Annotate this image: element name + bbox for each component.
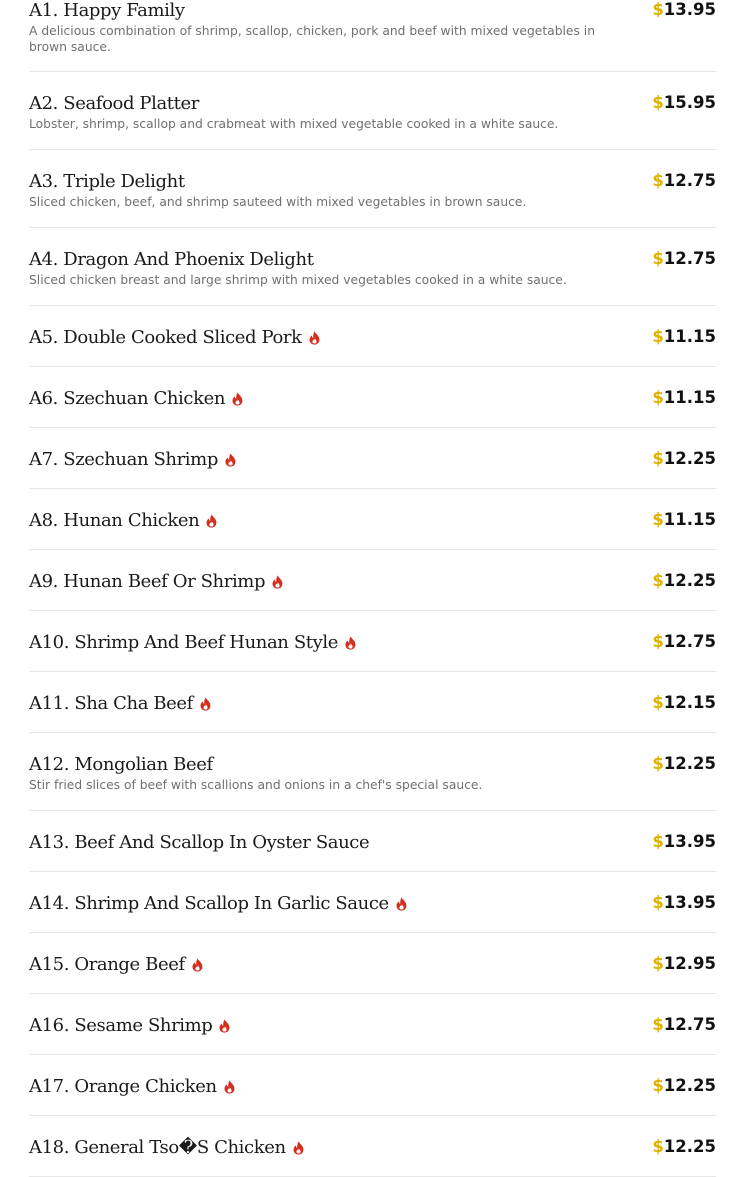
menu-item-name: A6. Szechuan Chicken — [29, 388, 226, 409]
currency-symbol: $ — [652, 1137, 664, 1156]
menu-item-name-row — [29, 892, 716, 916]
menu-item-price — [652, 570, 716, 592]
menu-item-name: A7. Szechuan Shrimp — [29, 449, 218, 470]
menu-item[interactable] — [29, 550, 716, 611]
price-value: 13.95 — [663, 832, 716, 851]
price-value: 12.95 — [663, 954, 716, 973]
menu-item[interactable] — [29, 994, 716, 1055]
flame-icon — [191, 958, 204, 972]
menu-item-name-row — [29, 570, 716, 594]
menu-item[interactable] — [29, 1055, 716, 1116]
price-value: 12.75 — [663, 632, 716, 651]
menu-item-name-row — [29, 0, 716, 23]
menu-item-price — [652, 1075, 716, 1097]
menu-item-description: Sliced chicken breast and large shrimp with mixed vegetables cooked in a white sauce. — [29, 273, 567, 287]
currency-symbol: $ — [652, 510, 664, 529]
currency-symbol: $ — [652, 449, 664, 468]
menu-item-name: A12. Mongolian Beef — [29, 754, 213, 775]
currency-symbol: $ — [652, 249, 664, 268]
menu-item-name-row — [29, 953, 716, 977]
menu-item-name: A15. Orange Beef — [29, 954, 185, 975]
price-value: 12.25 — [663, 1137, 716, 1156]
flame-icon — [395, 897, 408, 911]
menu-item[interactable] — [29, 306, 716, 367]
price-value: 15.95 — [663, 93, 716, 112]
currency-symbol: $ — [652, 632, 664, 651]
menu-item-name: A2. Seafood Platter — [29, 93, 199, 114]
price-value: 11.15 — [663, 510, 716, 529]
menu-item-price — [652, 387, 716, 409]
price-value: 12.75 — [663, 249, 716, 268]
flame-icon — [218, 1019, 231, 1033]
currency-symbol: $ — [652, 388, 664, 407]
price-value: 12.75 — [663, 171, 716, 190]
menu-item-price — [652, 1136, 716, 1158]
price-value: 12.75 — [663, 1015, 716, 1034]
price-value: 12.25 — [663, 1076, 716, 1095]
menu-item-name-row — [29, 631, 716, 655]
price-value: 12.25 — [663, 571, 716, 590]
menu-item-name: A3. Triple Delight — [29, 171, 185, 192]
currency-symbol: $ — [652, 571, 664, 590]
price-value: 12.25 — [663, 449, 716, 468]
menu-item[interactable] — [29, 367, 716, 428]
menu-item[interactable] — [29, 1116, 716, 1177]
menu-item-name-row — [29, 1014, 716, 1038]
flame-icon — [308, 331, 321, 345]
menu-item[interactable] — [29, 672, 716, 733]
menu-item-name: A1. Happy Family — [29, 0, 185, 21]
menu-item[interactable] — [29, 872, 716, 933]
currency-symbol: $ — [652, 0, 664, 19]
menu-item-name-row — [29, 1136, 716, 1160]
flame-icon — [271, 575, 284, 589]
menu-item-name-row — [29, 248, 716, 272]
price-value: 12.25 — [663, 754, 716, 773]
menu-item[interactable] — [29, 428, 716, 489]
price-value: 13.95 — [663, 893, 716, 912]
flame-icon — [199, 697, 212, 711]
menu-item-price — [652, 1014, 716, 1036]
menu-list — [29, 0, 716, 1177]
menu-item[interactable] — [29, 150, 716, 228]
menu-item-name-row — [29, 1075, 716, 1099]
menu-item-name-row — [29, 509, 716, 533]
menu-item-description: Stir fried slices of beef with scallions and onions in a chef's special sauce. — [29, 778, 483, 792]
menu-item-price — [652, 953, 716, 975]
menu-item-name-row — [29, 831, 716, 855]
menu-item-name: A8. Hunan Chicken — [29, 510, 200, 531]
menu-item[interactable] — [29, 611, 716, 672]
menu-item-price — [652, 0, 716, 21]
menu-item-price — [652, 326, 716, 348]
currency-symbol: $ — [652, 1015, 664, 1034]
menu-item-price — [652, 92, 716, 114]
menu-item-name: A16. Sesame Shrimp — [29, 1015, 213, 1036]
menu-item-name: A11. Sha Cha Beef — [29, 693, 193, 714]
menu-item-name-row — [29, 170, 716, 194]
currency-symbol: $ — [652, 693, 664, 712]
menu-item-price — [652, 509, 716, 531]
menu-item-name: A4. Dragon And Phoenix Delight — [29, 249, 314, 270]
menu-item[interactable] — [29, 0, 716, 72]
menu-item-price — [652, 753, 716, 775]
currency-symbol: $ — [652, 171, 664, 190]
menu-item-name-row — [29, 92, 716, 116]
menu-item-name: A10. Shrimp And Beef Hunan Style — [29, 632, 338, 653]
menu-item-price — [652, 170, 716, 192]
flame-icon — [231, 392, 244, 406]
menu-item[interactable] — [29, 72, 716, 150]
menu-item-name-row — [29, 692, 716, 716]
menu-item-name-row — [29, 387, 716, 411]
menu-item-price — [652, 248, 716, 270]
menu-item-name-row — [29, 448, 716, 472]
price-value: 11.15 — [663, 388, 716, 407]
currency-symbol: $ — [652, 954, 664, 973]
menu-item-name: A9. Hunan Beef Or Shrimp — [29, 571, 266, 592]
menu-item-price — [652, 892, 716, 914]
flame-icon — [224, 453, 237, 467]
price-value: 12.15 — [663, 693, 716, 712]
menu-item-price — [652, 448, 716, 470]
flame-icon — [344, 636, 357, 650]
menu-item-name-row — [29, 326, 716, 350]
currency-symbol: $ — [652, 832, 664, 851]
menu-item-name: A18. General Tso�S Chicken — [29, 1137, 286, 1158]
menu-item-name: A5. Double Cooked Sliced Pork — [29, 327, 302, 348]
currency-symbol: $ — [652, 893, 664, 912]
menu-item-name: A14. Shrimp And Scallop In Garlic Sauce — [29, 893, 389, 914]
menu-item[interactable] — [29, 933, 716, 994]
menu-item-description: Lobster, shrimp, scallop and crabmeat with mixed vegetable cooked in a white sauce. — [29, 117, 559, 131]
menu-item-price — [652, 631, 716, 653]
flame-icon — [223, 1080, 236, 1094]
currency-symbol: $ — [652, 754, 664, 773]
currency-symbol: $ — [652, 327, 664, 346]
menu-item-name: A17. Orange Chicken — [29, 1076, 217, 1097]
menu-item-name: A13. Beef And Scallop In Oyster Sauce — [29, 832, 370, 853]
menu-item-description: Sliced chicken, beef, and shrimp sauteed with mixed vegetables in brown sauce. — [29, 195, 527, 209]
menu-item-description: A delicious combination of shrimp, scallop, chicken, pork and beef with mixed vegetables in brown sauce. — [29, 24, 596, 54]
menu-item-price — [652, 831, 716, 853]
flame-icon — [205, 514, 218, 528]
currency-symbol: $ — [652, 1076, 664, 1095]
menu-item[interactable] — [29, 733, 716, 811]
menu-item-price — [652, 692, 716, 714]
price-value: 13.95 — [663, 0, 716, 19]
price-value: 11.15 — [663, 327, 716, 346]
menu-item[interactable] — [29, 228, 716, 306]
menu-item[interactable] — [29, 489, 716, 550]
menu-item-name-row — [29, 753, 716, 777]
currency-symbol: $ — [652, 93, 664, 112]
menu-item[interactable] — [29, 811, 716, 872]
flame-icon — [292, 1141, 305, 1155]
